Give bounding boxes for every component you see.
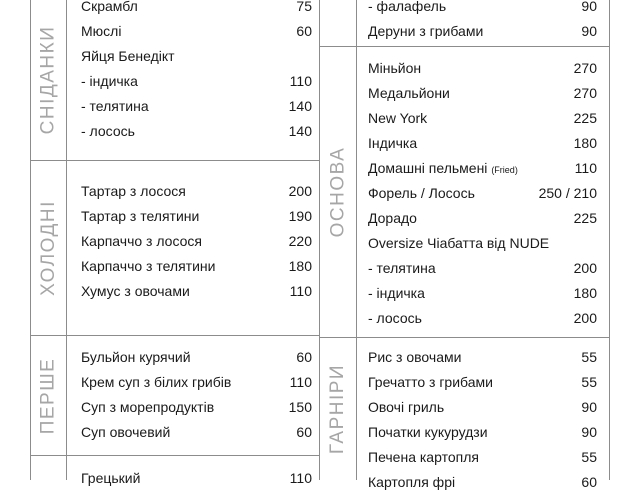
- item-price: 200: [573, 310, 597, 326]
- menu-item: [81, 229, 312, 253]
- item-price: 180: [573, 285, 597, 301]
- item-price: 220: [288, 233, 312, 249]
- item-name: Бульйон курячий: [81, 349, 191, 365]
- divider-top-main: [319, 46, 610, 47]
- menu-item: [81, 19, 312, 43]
- section-label-main: [320, 47, 356, 337]
- item-name: Початки кукурудзи: [368, 424, 488, 440]
- menu-item: [368, 306, 597, 330]
- menu-item: [81, 44, 312, 68]
- item-price: 110: [574, 160, 597, 176]
- menu-item: [81, 370, 312, 394]
- menu-item: [368, 395, 597, 419]
- section-title-main: ОСНОВА: [327, 146, 348, 238]
- menu-item: [368, 281, 597, 305]
- sides-list: [368, 345, 597, 490]
- item-name: Форель / Лосось: [368, 185, 475, 201]
- item-name: Печена картопля: [368, 449, 479, 465]
- item-name: Хумус з овочами: [81, 283, 190, 299]
- item-name: Домашні пельмені (Fried): [368, 160, 518, 176]
- divider-cold-first: [30, 335, 320, 336]
- breakfast-list: [81, 0, 312, 154]
- item-price: 150: [288, 399, 312, 415]
- menu-item: [81, 204, 312, 228]
- item-price: 110: [289, 374, 312, 390]
- item-name: Деруни з грибами: [368, 23, 484, 39]
- item-price: 75: [296, 0, 312, 14]
- menu-item: [81, 466, 312, 490]
- section-title-first: ПЕРШЕ: [37, 357, 59, 434]
- item-price: 200: [288, 183, 312, 199]
- menu-item: [81, 345, 312, 369]
- divider-first-next: [30, 455, 320, 456]
- right-outer-line: [609, 0, 610, 480]
- item-name: Грецький: [81, 470, 141, 486]
- left-label-divider: [66, 0, 67, 480]
- menu-item: [81, 279, 312, 303]
- menu-item: [368, 231, 597, 255]
- menu-item: [368, 256, 597, 280]
- item-note: (Fried): [491, 165, 518, 175]
- menu-item: [81, 179, 312, 203]
- item-price: 90: [581, 0, 597, 14]
- item-price: 90: [581, 424, 597, 440]
- item-name: - телятина: [368, 260, 436, 276]
- menu-item: [81, 0, 312, 18]
- top-right-list: [368, 0, 597, 46]
- section-title-cold: ХОЛОДНІ: [37, 200, 59, 296]
- divider-breakfast-cold: [30, 160, 320, 161]
- menu-item: [368, 131, 597, 155]
- main-list: [368, 56, 597, 336]
- menu-item: [368, 370, 597, 394]
- item-price: 180: [573, 135, 597, 151]
- menu-item: [368, 156, 597, 180]
- item-price: 140: [288, 98, 312, 114]
- item-name: - індичка: [81, 73, 138, 89]
- item-name: Картопля фрі: [368, 474, 456, 490]
- menu-item: [81, 94, 312, 118]
- item-name: Міньйон: [368, 60, 422, 76]
- item-name: - телятина: [81, 98, 149, 114]
- menu-item: [368, 181, 597, 205]
- cold-list: [81, 179, 312, 319]
- item-price: 110: [289, 470, 312, 486]
- menu-item: [368, 206, 597, 230]
- item-name: Тартар з телятини: [81, 208, 200, 224]
- item-name: Індичка: [368, 135, 418, 151]
- item-name: Дорадо: [368, 210, 417, 226]
- section-label-breakfast: [31, 0, 66, 160]
- item-price: 270: [573, 85, 597, 101]
- item-price: 60: [296, 23, 312, 39]
- item-name: Скрамбл: [81, 0, 138, 14]
- menu-item: [368, 470, 597, 494]
- item-name: Рис з овочами: [368, 349, 462, 365]
- item-price: 250 / 210: [538, 185, 597, 201]
- item-name: Карпаччо з телятини: [81, 258, 216, 274]
- item-price: 140: [288, 123, 312, 139]
- section-label-cold: [31, 161, 66, 335]
- menu-item: [368, 106, 597, 130]
- item-price: 60: [296, 424, 312, 440]
- item-name: Карпаччо з лосося: [81, 233, 202, 249]
- menu-item: [81, 69, 312, 93]
- item-name: - фалафель: [368, 0, 447, 14]
- menu-item: [368, 0, 597, 18]
- item-name: - лосось: [368, 310, 422, 326]
- section-label-sides: [320, 338, 356, 480]
- item-name: Суп овочевий: [81, 424, 171, 440]
- bottom-left-list: [81, 466, 312, 486]
- section-title-sides: ГАРНІРИ: [327, 363, 349, 455]
- item-price: 225: [573, 210, 597, 226]
- item-name: Мюслі: [81, 23, 122, 39]
- section-label-first: [31, 336, 66, 455]
- item-price: 225: [573, 110, 597, 126]
- item-name: - індичка: [368, 285, 425, 301]
- item-name: New York: [368, 110, 428, 126]
- menu-item: [368, 56, 597, 80]
- item-name: Гречатто з грибами: [368, 374, 493, 390]
- right-label-divider: [356, 0, 357, 480]
- item-price: 200: [573, 260, 597, 276]
- item-name: Крем суп з білих грибів: [81, 374, 232, 390]
- menu-item: [81, 119, 312, 143]
- item-price: 180: [288, 258, 312, 274]
- item-price: 270: [573, 60, 597, 76]
- item-price: 55: [581, 449, 597, 465]
- item-name: Суп з морепродуктів: [81, 399, 215, 415]
- item-name: Медальйони: [368, 85, 450, 101]
- item-price: 90: [581, 23, 597, 39]
- first-list: [81, 345, 312, 455]
- item-price: 55: [581, 349, 597, 365]
- item-price: 55: [581, 374, 597, 390]
- item-name: Овочі гриль: [368, 399, 445, 415]
- menu-item: [368, 420, 597, 444]
- menu-item: [81, 395, 312, 419]
- item-price: 190: [288, 208, 312, 224]
- item-name: Яйця Бенедікт: [81, 48, 175, 64]
- section-title-breakfast: СНІДАНКИ: [37, 25, 59, 135]
- menu-item: [368, 345, 597, 369]
- item-price: 110: [289, 73, 312, 89]
- item-price: 90: [581, 399, 597, 415]
- menu-item: [81, 254, 312, 278]
- item-price: 110: [289, 283, 312, 299]
- menu-item: [81, 420, 312, 444]
- item-name: - лосось: [81, 123, 135, 139]
- menu-item: [368, 19, 597, 43]
- item-price: 60: [296, 349, 312, 365]
- item-price: 60: [581, 474, 597, 490]
- menu-item: [368, 445, 597, 469]
- item-name: Тартар з лосося: [81, 183, 186, 199]
- menu-item: [368, 81, 597, 105]
- item-name: Oversize Чіабатта від NUDE: [368, 235, 550, 251]
- divider-main-sides: [319, 337, 610, 338]
